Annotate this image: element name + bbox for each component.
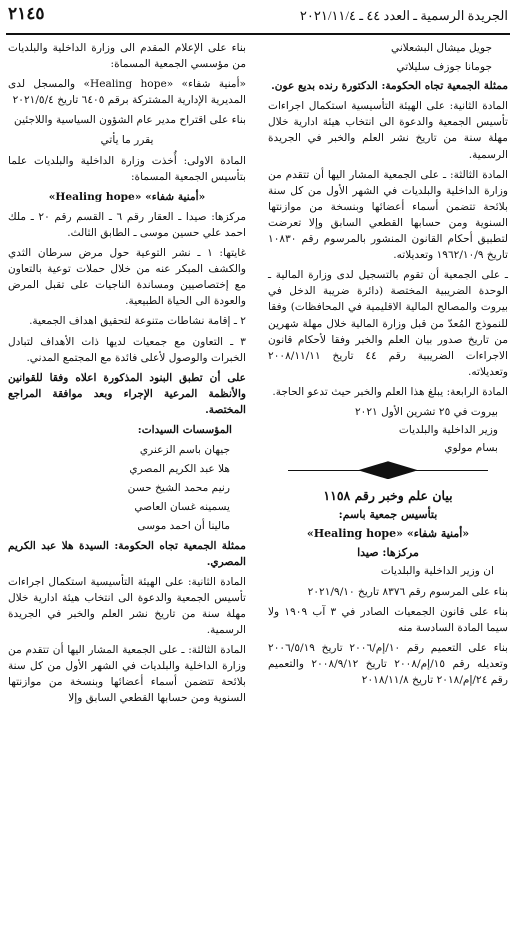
signature-block (268, 404, 508, 456)
notice-title: بيان علم وخبر رقم ١١٥٨ (323, 488, 453, 504)
gazette-title: الجريدة الرسمية ـ العدد ٤٤ ـ ٢٠٢١/١١/٤ (299, 8, 508, 23)
decision-heading: يقرر ما يأتي (100, 134, 154, 147)
article-3: المادة الثالثة: ـ على الجمعية المشار اليها أن تتقدم من وزارة الداخلية والبلديات في الشهر الأول من كل سنة بلائحة تتضمن أسماء أعضائها وبنسخة من موازنتها السنوية ومن حسابها القطعي السابق وإلا تعرضت لتطبيق أحكام القانون المنشور بالمرسوم رقم ١٠٨٣٠ تاريخ ١٩٦٢/١٠/٩ وتعديلاته. (268, 168, 508, 262)
right-column (268, 40, 508, 692)
notice-subtitle: بتأسيس جمعية باسم: (338, 508, 438, 522)
article-4: المادة الرابعة: يبلغ هذا العلم والخبر حيث تدعو الحاجة. (272, 385, 508, 398)
founder-name: هلا عبد الكريم المصري (129, 463, 230, 476)
association-goals: غايتها: ١ ـ نشر التوعية حول مرض سرطان الثدي والكشف المبكر عنه من خلال حملات توعية بالتعاون مع إختصاصيين ومساندة الناجيات على تقبل المرض والعودة الى الحياة الطبيعية. (8, 247, 246, 308)
founder-name: جيهان باسم الزعنري (139, 444, 230, 457)
government-representative: ممثلة الجمعية تجاه الحكومة: السيدة هلا عبد الكريم المصري. (8, 539, 246, 568)
left-column (8, 40, 246, 710)
signature-date: بيروت في ٢٥ تشرين الأول ٢٠٢١ (354, 405, 498, 418)
article-3: المادة الثالثة: ـ على الجمعية المشار اليها أن تتقدم من وزارة الداخلية والبلديات في الشهر الأول من كل سنة بلائحة تتضمن أسماء أعضائها وبنسخة من موازنتها السنوية ومن حسابها القطعي السابق وإلا (8, 644, 246, 705)
association-goal-2: ٢ ـ إقامة نشاطات متنوعة لتحقيق اهداف الجمعية. (29, 315, 246, 328)
article-2: المادة الثانية: على الهيئة التأسيسية استكمال اجراءات تأسيس الجمعية والدعوة الى انتخاب هيئة ادارية خلال مهلة سنة من تاريخ نشر العلم والخبر في الجريدة الرسمية. (8, 575, 246, 636)
proposal-basis: بناء على اقتراح مدير عام الشؤون السياسية واللاجئين (14, 114, 246, 127)
founders-label: المؤسسات السيدات: (137, 423, 232, 436)
association-goal-3: ٣ ـ التعاون مع جمعيات لديها ذات الأهداف لتبادل الخبرات والوصول لأعلى فائدة مع المجتمع المدني. (8, 335, 246, 364)
compliance-note: على أن تطبق البنود المذكورة اعلاه وفقا للقوانين والأنظمة المرعية الإجراء وبعد موافقة المراجع المختصة. (8, 371, 246, 416)
article-3-tax: ـ على الجمعية أن تقوم بالتسجيل لدى وزارة المالية ـ الوحدة الضريبية المختصة (دائرة ضريبة الدخل في بيروت والمصالح المالية الاقليمية في المحافظات) وفقا للنموذج المُعدّ من قبل وزارة المالية خلال مهلة شهرين من تاريخ صدور بيان العلم والخبر وفقا لأحكام قانون الاجراءات الضريبية رقم ٤٤ تاريخ ٢٠٠٨/١١/١١ وتعديلاته. (268, 269, 508, 378)
section-divider (268, 460, 508, 482)
circular-reference: بناء على التعميم رقم ١٠/إم/٢٠٠٦ تاريخ ٢٠٠٦/٥/١٩ وتعديله رقم ١٥/إم/٢٠٠٨ تاريخ ٢٠٠٨/٩/١٢ والتعميم رقم ٢٤/إم/٢٠١٨ تاريخ ٢٠١٨/١١/٨ (268, 641, 508, 686)
founder-name: رنيم محمد الشيخ حسن (127, 482, 230, 495)
page-number: ٢١٤٥ (8, 4, 45, 23)
founders-list-continued (268, 40, 508, 75)
page-header (0, 0, 516, 34)
founder-name: جومانا جوزف سليلاتي (396, 61, 492, 74)
header-rule (6, 33, 510, 35)
association-registration: «أمنية شفاء» «Healing hope» والمسجل لدى المديرية الإدارية المشتركة برقم ٦٤٠٥ تاريخ ٢٠٢١/٥/٤ (8, 78, 246, 107)
government-representative: ممثلة الجمعية تجاه الحكومة: الدكتورة رنده بديع عون. (271, 80, 508, 93)
notice-basis: بناء على الإعلام المقدم الى وزارة الداخلية والبلديات من مؤسسي الجمعية المسماة: (8, 42, 246, 71)
signature-name: بسام مولوي (444, 442, 498, 455)
article-1: المادة الاولى: أُخذت وزارة الداخلية والبلديات علما بتأسيس الجمعية المسماة: (8, 154, 246, 183)
divider-ornament (358, 461, 418, 479)
signature-office: وزير الداخلية والبلديات (398, 424, 498, 437)
founder-name: يسمينه غسان العاصي (134, 501, 230, 514)
article-2: المادة الثانية: على الهيئة التأسيسية استكمال اجراءات تأسيس الجمعية والدعوة الى انتخاب هيئة ادارية خلال مهلة سنة من تاريخ نشر العلم والخبر في الجريدة الرسمية. (268, 100, 508, 161)
minister-intro: ان وزير الداخلية والبلديات (380, 565, 494, 578)
law-reference: بناء على قانون الجمعيات الصادر في ٣ آب ١٩٠٩ ولا سيما المادة السادسة منه (268, 605, 508, 634)
decree-reference: بناء على المرسوم رقم ٨٣٧٦ تاريخ ٢٠٢١/٩/١٠ (307, 585, 508, 598)
founders-list (8, 442, 246, 534)
association-hq: مركزها: صيدا (357, 545, 419, 559)
founder-name: مالينا أن احمد موسى (137, 520, 230, 533)
association-hq: مركزها: صيدا ـ العقار رقم ٦ ـ القسم رقم ٢٠ ـ ملك احمد علي حسين موسى ـ الطابق الثالث. (8, 210, 246, 239)
association-name: «أمنية شفاء» «Healing hope» (306, 526, 470, 540)
founder-name: جويل ميشال البشعلاني (390, 42, 492, 54)
association-name: «أمنية شفاء» «Healing hope» (48, 190, 206, 203)
